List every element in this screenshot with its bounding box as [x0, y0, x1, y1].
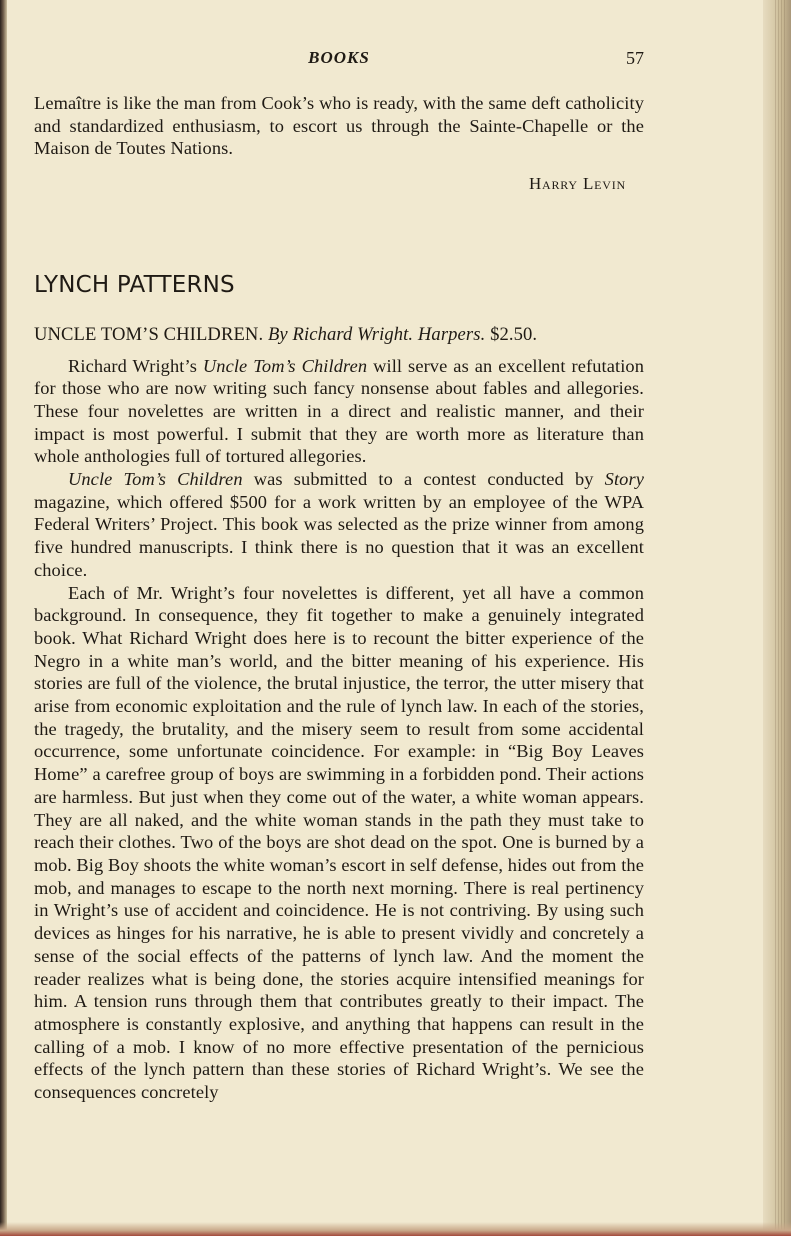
book-citation: [34, 324, 644, 347]
previous-review-author: Harry Levin: [528, 174, 626, 194]
page-edge-lines: [775, 0, 785, 1236]
page-body: [34, 92, 644, 1104]
running-title: BOOKS: [308, 48, 370, 67]
previous-review-closing-paragraph: Lemaître is like the man from Cook’s who is ready, with the same deft catholicity and standardized enthusiasm, to escort us through the Sainte-Chapelle or the Maison de Toutes Nations.: [34, 93, 644, 159]
review-paragraph-3: Each of Mr. Wright’s four novelettes is different, yet all have a common background. In consequence, they fit together to make a genuinely integrated book. What Richard Wright does here is to recount the bitter experience of the Negro in a white man’s world, and the bitter meaning of his experience. His stories are full of the violence, the brutal injustice, the terror, the utter misery that arise from economic exploitation and the rule of lynch law. In each of the stories, the tragedy, the brutality, and the misery seem to result from some accidental occurrence, some unfortunate coincidence. For example: in “Big Boy Leaves Home” a carefree group of boys are swimming in a forbidden pond. Their actions are harmless. But just when they come out of the water, a white woman appears. They are all naked, and the white woman stands in the path they must take to reach their clothes. Two of the boys are shot dead on the spot. One is burned by a mob. Big Boy shoots the white woman’s escort in self defense, hides out from the mob, and manages to escape to the north next morning. There is real pertinency in Wright’s use of accident and coincidence. He is not contriving. By using such devices as hinges for his narrative, he is able to present vividly and concretely a sense of the social effects of the patterns of lynch law. And the moment the reader realizes what is being done, the stories acquire intensified meanings for him. A tension runs through them that contributes greatly to their impact. The atmosphere is constantly explosive, and anything that happens can result in the calling of a mob. I know of no more effective presentation of the pernicious effects of the lynch pattern than these stories of Richard Wright’s. We see the consequences concretely: [34, 582, 644, 1103]
page-number: 57: [626, 48, 644, 68]
review-paragraph-1: Richard Wright’s Uncle Tom’s Children will serve as an excellent refutation for those who are now writing such fancy nonsense about fables and allegories. These four novelettes are written in a direct and realistic manner, and their impact is most powerful. I submit that they are worth more as literature than whole anthologies full of tortured allegories.: [34, 355, 644, 467]
running-head: [34, 48, 644, 72]
page-bottom-edge: [0, 1222, 791, 1236]
book-byline: By Richard Wright. Harpers.: [267, 323, 486, 345]
review-paragraph-2: Uncle Tom’s Children was submitted to a contest conducted by Story magazine, which offered $500 for a work written by an employee of the WPA Federal Writers’ Project. This book was selected as the prize winner from among five hundred manuscripts. I think there is no question that it was an excellent choice.: [34, 469, 644, 580]
book-title: UNCLE TOM’S CHILDREN.: [34, 323, 264, 345]
book-price: $2.50.: [490, 323, 538, 345]
section-title: LYNCH PATTERNS: [34, 271, 235, 298]
book-spine-shadow: [0, 0, 7, 1236]
